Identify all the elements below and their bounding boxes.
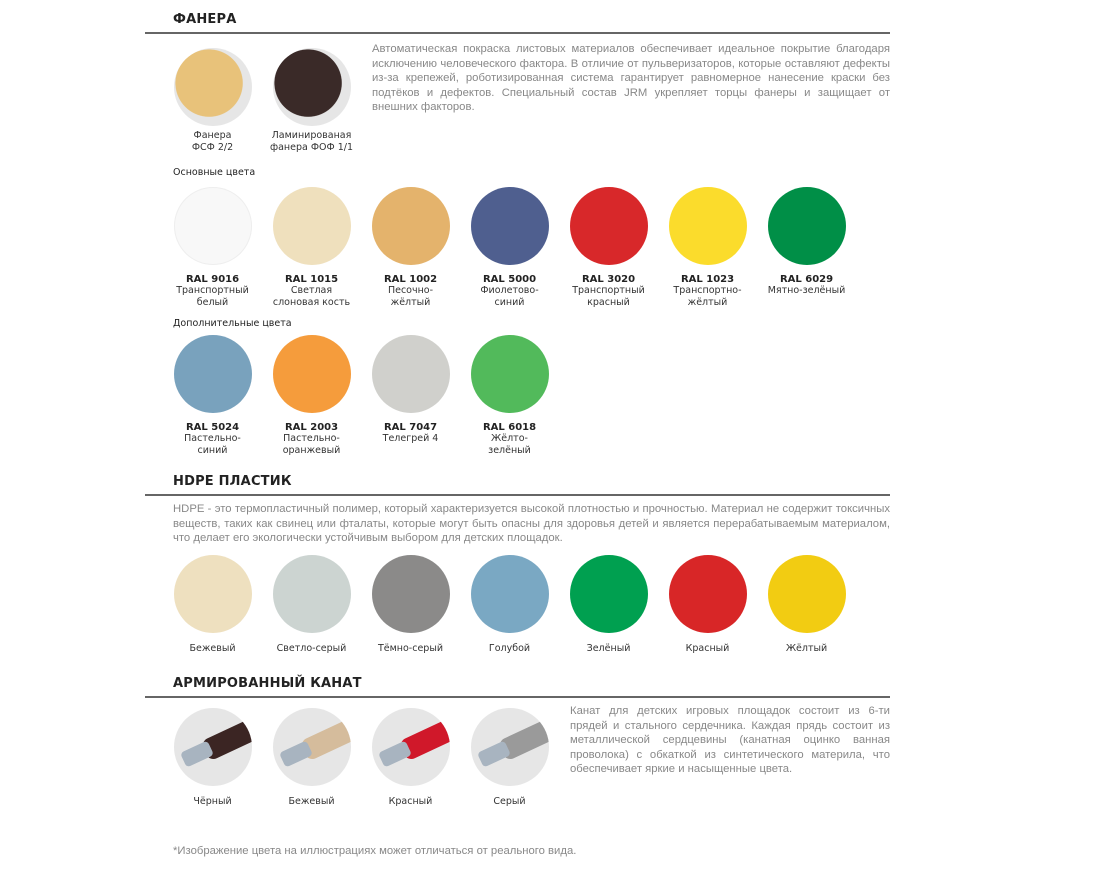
rope-image xyxy=(273,708,351,786)
color-name: Фиолетово- синий xyxy=(480,285,539,308)
rope-image xyxy=(372,708,450,786)
divider xyxy=(145,494,890,496)
ral-code: RAL 5000 xyxy=(482,274,537,285)
color-circle xyxy=(669,555,747,633)
color-name: Красный xyxy=(685,643,730,654)
color-swatch xyxy=(559,187,658,309)
color-swatch xyxy=(163,555,262,655)
footnote: *Изображение цвета на иллюстрациях может отличаться от реального вида. xyxy=(173,845,577,857)
ral-code: RAL 9016 xyxy=(185,274,240,285)
color-name: Жёлто- зелёный xyxy=(488,433,531,456)
color-swatch xyxy=(460,555,559,655)
color-name: Транспортный белый xyxy=(176,285,249,308)
color-swatch xyxy=(757,555,856,655)
section-title-plywood: ФАНЕРА xyxy=(173,12,237,27)
color-swatch xyxy=(262,48,361,154)
color-circle xyxy=(471,187,549,265)
section-title-hdpe: HDPE ПЛАСТИК xyxy=(173,474,292,489)
color-swatch xyxy=(361,335,460,445)
ral-code: RAL 1015 xyxy=(284,274,339,285)
main-colors-label: Основные цвета xyxy=(173,167,256,178)
color-name: Мятно-зелёный xyxy=(767,285,846,296)
color-circle xyxy=(768,187,846,265)
color-swatch xyxy=(163,335,262,457)
color-circle xyxy=(471,335,549,413)
divider xyxy=(145,696,890,698)
color-swatch xyxy=(262,708,361,808)
color-circle xyxy=(372,335,450,413)
color-swatch xyxy=(262,335,361,457)
color-swatch xyxy=(361,708,460,808)
color-name: Пастельно- синий xyxy=(184,433,241,456)
rope-image xyxy=(174,708,252,786)
ral-code: RAL 2003 xyxy=(284,422,339,433)
plywood-image xyxy=(273,48,351,126)
plywood-description: Автоматическая покраска листовых материалов обеспечивает идеальное покрытие благодаря исключению человеческого фактора. В отличие от пульверизаторов, которые оставляют дефекты из-за крепежей, роботизированная система гарантирует равномерное нанесение краски без подтёков и дефектов. Специальный состав JRM укрепляет торцы фанеры и защищает от внешних факторов. xyxy=(372,43,890,113)
color-swatch xyxy=(361,555,460,655)
color-swatch xyxy=(163,708,262,808)
extra-colors-label: Дополнительные цвета xyxy=(173,318,292,329)
color-circle xyxy=(174,555,252,633)
rope-description: Канат для детских игровых площадок состоит из 6-ти прядей и стального сердечника. Каждая прядь состоит из металлической сердцевины (канатная оцинко ванная проволока) с обкаткой из синтетического материла, что обеспечивает яркие и насыщенные цвета. xyxy=(570,705,890,775)
color-name: Песочно- жёлтый xyxy=(387,285,434,308)
color-name: Транспортный красный xyxy=(572,285,645,308)
color-circle xyxy=(174,335,252,413)
color-name: Светлая слоновая кость xyxy=(272,285,351,308)
color-name: Жёлтый xyxy=(785,643,828,654)
ral-code: RAL 1023 xyxy=(680,274,735,285)
color-name: Голубой xyxy=(488,643,531,654)
color-swatch xyxy=(658,555,757,655)
color-name: Транспортно- жёлтый xyxy=(673,285,742,308)
color-swatch xyxy=(262,187,361,309)
color-swatch xyxy=(163,48,262,154)
color-name: Светло-серый xyxy=(276,643,347,654)
color-circle xyxy=(471,555,549,633)
ral-code: RAL 1002 xyxy=(383,274,438,285)
hdpe-description: HDPE - это термопластичный полимер, который характеризуется высокой плотностью и прочностью. Материал не содержит токсичных веществ, таких как свинец или фталаты, которые могут быть опасны для здоровья детей и является перерабатываемым материалом, что делает его экологически устойчивым выбором для детских площадок. xyxy=(173,503,890,544)
color-name: Тёмно-серый xyxy=(377,643,444,654)
color-name: Бежевый xyxy=(189,643,236,654)
color-name: Ламинированая фанера ФОФ 1/1 xyxy=(269,130,353,153)
color-name: Серый xyxy=(493,796,526,807)
color-circle xyxy=(174,187,252,265)
color-circle xyxy=(372,187,450,265)
color-circle xyxy=(570,187,648,265)
ral-code: RAL 6018 xyxy=(482,422,537,433)
color-circle xyxy=(570,555,648,633)
color-swatch xyxy=(460,335,559,457)
section-title-rope: АРМИРОВАННЫЙ КАНАТ xyxy=(173,676,362,691)
color-swatch xyxy=(559,555,658,655)
color-circle xyxy=(669,187,747,265)
ral-code: RAL 5024 xyxy=(185,422,240,433)
ral-code: RAL 7047 xyxy=(383,422,438,433)
color-name: Фанера ФСФ 2/2 xyxy=(191,130,234,153)
color-name: Телегрей 4 xyxy=(382,433,439,444)
color-swatch xyxy=(163,187,262,309)
color-name: Пастельно- оранжевый xyxy=(282,433,341,456)
ral-code: RAL 3020 xyxy=(581,274,636,285)
color-swatch xyxy=(361,187,460,309)
color-swatch xyxy=(262,555,361,655)
color-circle xyxy=(768,555,846,633)
color-swatch xyxy=(460,187,559,309)
ral-code: RAL 6029 xyxy=(779,274,834,285)
color-name: Красный xyxy=(388,796,433,807)
color-name: Бежевый xyxy=(288,796,335,807)
color-swatch xyxy=(757,187,856,297)
color-swatch xyxy=(658,187,757,309)
divider xyxy=(145,32,890,34)
color-circle xyxy=(273,335,351,413)
rope-image xyxy=(471,708,549,786)
color-circle xyxy=(273,555,351,633)
color-swatch xyxy=(460,708,559,808)
color-circle xyxy=(273,187,351,265)
plywood-image xyxy=(174,48,252,126)
color-name: Зелёный xyxy=(586,643,631,654)
color-name: Чёрный xyxy=(193,796,232,807)
color-circle xyxy=(372,555,450,633)
